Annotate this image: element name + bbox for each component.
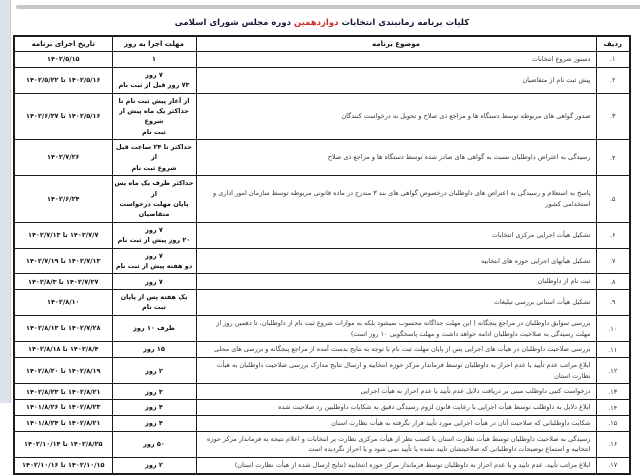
table-row [14,176,630,223]
header-row-number: ردیف [596,36,630,52]
subject-cell: درخواست کتبی داوطلب مبنی بر دریافت دلایل عدم تأیید یا عدم احراز به هیأت اجرایی [196,384,596,400]
subject-cell: بررسی صلاحیت داوطلبان در هیأت های اجرایی پس از پایان مهلت ثبت نام با توجه به نتایج بدست آمده از مراجع پنجگانه و بررسی های محلی [196,342,596,358]
election-schedule-table [13,35,631,475]
date-cell: ۱۴۰۲/۵/۱۶ تا ۱۴۰۲/۶/۲۷ [14,93,112,140]
deadline-cell [112,342,196,358]
deadline-line: ۲ روز [145,366,163,375]
date-cell: ۱۴۰۲/۸/۱۹ تا ۱۴۰۲/۸/۲۰ [14,358,112,384]
table-row [14,222,630,248]
top-divider-bar [16,5,640,9]
row-number-cell: ۳. [596,93,630,140]
table-row [14,248,630,274]
deadline-line: ۱۵ روز [143,345,165,354]
deadline-cell [112,222,196,248]
row-number-cell: ۶. [596,222,630,248]
deadline-cell [112,400,196,416]
deadline-line: ۷ روز [145,251,163,260]
date-cell: ۱۴۰۲/۷/۲۶ [14,140,112,176]
deadline-line: ۵۰ روز [143,440,165,449]
row-number-cell: ۸. [596,274,630,290]
document [12,12,632,475]
row-number-cell: ۱۳. [596,384,630,400]
deadline-cell [112,140,196,176]
page-left-margin-strip [0,0,11,403]
table-row [14,458,630,474]
header-date: تاریخ اجرای برنامه [14,36,112,52]
table-row [14,67,630,93]
title-suffix: دوره مجلس شورای اسلامی [174,18,291,28]
row-number-cell: ۱۵. [596,415,630,431]
subject-cell: پاسخ به استعلام و رسیدگی به اعتراض های داوطلبان درخصوص گواهی های بند ۳ مندرج در ماده قانونی مربوطه توسط سازمان امور اداری و استخدامی کشور [196,176,596,223]
table-row [14,274,630,290]
subject-cell: رسیدگی به صلاحیت داوطلبان توسط هیأت نظارت استان با کسب نظر از هیأت مرکزی نظارت بر انتخابات و اعلام نتیجه به فرماندار مرکز حوزه انتخابیه و استماع توضیحات داوطلبانی که صلاحیتشان تایید نشده یا تأیید نمی شود و یا احراز نگردیده است [196,431,596,457]
deadline-cell [112,52,196,68]
date-cell: ۱۴۰۲/۱۰/۱۵ تا ۱۴۰۲/۱۰/۱۶ [14,458,112,474]
table-row [14,342,630,358]
page-title [12,18,632,28]
row-number-cell: ۱۱. [596,342,630,358]
table-row [14,315,630,341]
subject-cell: تشکیل هیأت استانی بررسی تبلیغات [196,290,596,316]
subject-cell: ابلاغ دلایل به داوطلب توسط هیأت اجرایی با رعایت قانون لزوم رسیدگی دقیق به شکایات داوطلبین رد صلاحیت شده [196,400,596,416]
deadline-line: دو هفته پیش از ثبت نام [115,261,193,270]
row-number-cell: ۱۶. [596,431,630,457]
row-number-cell: ۱۲. [596,358,630,384]
deadline-cell [112,315,196,341]
row-number-cell: ۵. [596,176,630,223]
deadline-line: ۲ روز [145,461,163,470]
date-cell: ۱۴۰۲/۸/۲۱ تا ۱۴۰۱/۸/۲۴ [14,415,112,431]
date-cell: ۱۴۰۲/۶/۲۴ [14,176,112,223]
subject-cell: تشکیل هیأتهای اجرایی حوزه های انتخابیه [196,248,596,274]
deadline-line: شروع ثبت نام [131,163,177,172]
deadline-cell [112,67,196,93]
row-number-cell: ۹. [596,290,630,316]
header-deadline: مهلت اجرا به روز [112,36,196,52]
row-number-cell: ۷. [596,248,630,274]
table-row [14,93,630,140]
header-subject: موضوع برنامه [196,36,596,52]
deadline-line: ۷ روز [145,70,163,79]
deadline-line: از آغاز پیش ثبت نام تا [118,96,190,105]
deadline-cell [112,458,196,474]
date-cell: ۱۴۰۲/۷/۷ تا ۱۴۰۲/۷/۱۳ [14,222,112,248]
deadline-line: متقاضیان [138,210,170,219]
subject-cell: صدور گواهی های مربوطه توسط دستگاه ها و مراجع ذی صلاح و تحویل به درخواست کنندگان [196,93,596,140]
date-cell: ۱۴۰۲/۸/۲۱ تا ۱۴۰۲/۸/۲۳ [14,384,112,400]
row-number-cell: ۱۴. [596,400,630,416]
table-row [14,384,630,400]
subject-cell: ابلاغ مراتب تأیید، عدم تایید و یا عدم احراز به داوطلبان توسط فرماندار مرکز حوزه انتخابیه (نتایج ارسال شده از هیأت نظارت استان) [196,458,596,474]
row-number-cell: ۴. [596,140,630,176]
deadline-line: ظرف ۱۰ روز [133,324,175,333]
date-cell: ۱۴۰۲/۵/۱۵ [14,52,112,68]
table-row [14,400,630,416]
subject-cell: ثبت نام از داوطلبان [196,274,596,290]
deadline-cell [112,274,196,290]
subject-cell: دستور شروع انتخابات [196,52,596,68]
date-cell: ۱۴۰۲/۸/۲۵ تا ۱۴۰۲/۱۰/۱۴ [14,431,112,457]
deadline-line: یک هفته پس از پایان ثبت نام [120,293,188,312]
deadline-line: ۴ روز [145,403,163,412]
row-number-cell: ۲. [596,67,630,93]
subject-cell: ابلاغ مراتب عدم تأیید یا عدم احراز به داوطلبان توسط فرماندار مرکز حوزه انتخابیه و ارسال نتایج مدارک بررسی صلاحیت داوطلبان به هیأت نظارت استان [196,358,596,384]
date-cell: ۱۴۰۲/۷/۲۷ تا ۱۴۰۲/۸/۳ [14,274,112,290]
deadline-line: ۷۳ روز قبل از ثبت نام [118,81,190,90]
deadline-cell [112,176,196,223]
title-highlight: دوازدهمین [293,18,339,28]
deadline-cell [112,415,196,431]
table-row [14,358,630,384]
table-row [14,52,630,68]
table-row [14,290,630,316]
date-cell: ۱۴۰۲/۵/۱۶ تا ۱۴۰۲/۵/۲۲ [14,67,112,93]
table-row [14,140,630,176]
deadline-cell [112,290,196,316]
deadline-cell [112,248,196,274]
row-number-cell: ۱. [596,52,630,68]
deadline-cell [112,384,196,400]
row-number-cell: ۱۰. [596,315,630,341]
header-row [14,36,630,52]
deadline-line: ۷ روز [145,277,163,286]
date-cell: ۱۴۰۲/۸/۴ تا ۱۴۰۲/۸/۱۸ [14,342,112,358]
deadline-line: حداکثر تا ۲۴ ساعت قبل از [116,143,192,162]
table-row [14,431,630,457]
schedule-table-body [14,52,630,474]
subject-cell: تشکیل هیأت اجرایی مرکزی انتخابات [196,222,596,248]
deadline-line: ۳ روز [145,387,163,396]
deadline-line: حداکثر یک ماه پیش از شروع [119,106,189,126]
row-number-cell: ۱۷. [596,458,630,474]
deadline-line: ۱ [152,55,156,64]
deadline-line: پایان مهلت درخواست [119,200,189,209]
title-prefix: کلیات برنامه زمانبندی انتخابات [341,18,470,28]
deadline-line: ثبت نام [142,127,166,136]
date-cell: ۱۴۰۲/۸/۱۰ [14,290,112,316]
deadline-line: ۲۰ روز پیش از ثبت نام [117,236,191,245]
deadline-cell [112,93,196,140]
table-row [14,415,630,431]
subject-cell: بررسی سوابق داوطلبان در مراجع پنجگانه ( این مهلت جداگانه محسوب نمیشود بلکه به موازات شروع ثبت نام از داوطلبان، تا دهمین روز از مهلت رسیدگی به صلاحیت داوطلبان ادامه خواهد داشت و مهلت پاسخگویی ۱۰ روز است) [196,315,596,341]
deadline-line: ۴ روز [145,419,163,428]
deadline-cell [112,358,196,384]
deadline-line: ۷ روز [145,225,163,234]
subject-cell: پیش ثبت نام از متقاضیان [196,67,596,93]
deadline-line: حداکثر ظرف یک ماه پس از [114,179,194,198]
date-cell: ۱۴۰۲/۸/۲۳ تا ۱۴۰۱/۸/۲۶ [14,400,112,416]
deadline-cell [112,431,196,457]
subject-cell: شکایت داوطلبانی که صلاحیت آنان در هیأت اجرایی مورد تأیید قرار نگرفته به هیأت نظارت استان [196,415,596,431]
date-cell: ۱۴۰۲/۷/۱۳ تا ۱۴۰۲/۷/۱۹ [14,248,112,274]
subject-cell: رسیدگی به اعتراض داوطلبان نسبت به گواهی های صادر شده توسط دستگاه ها و مراجع ذی صلاح [196,140,596,176]
date-cell: ۱۴۰۲/۷/۲۸ تا ۱۴۰۲/۸/۱۳ [14,315,112,341]
